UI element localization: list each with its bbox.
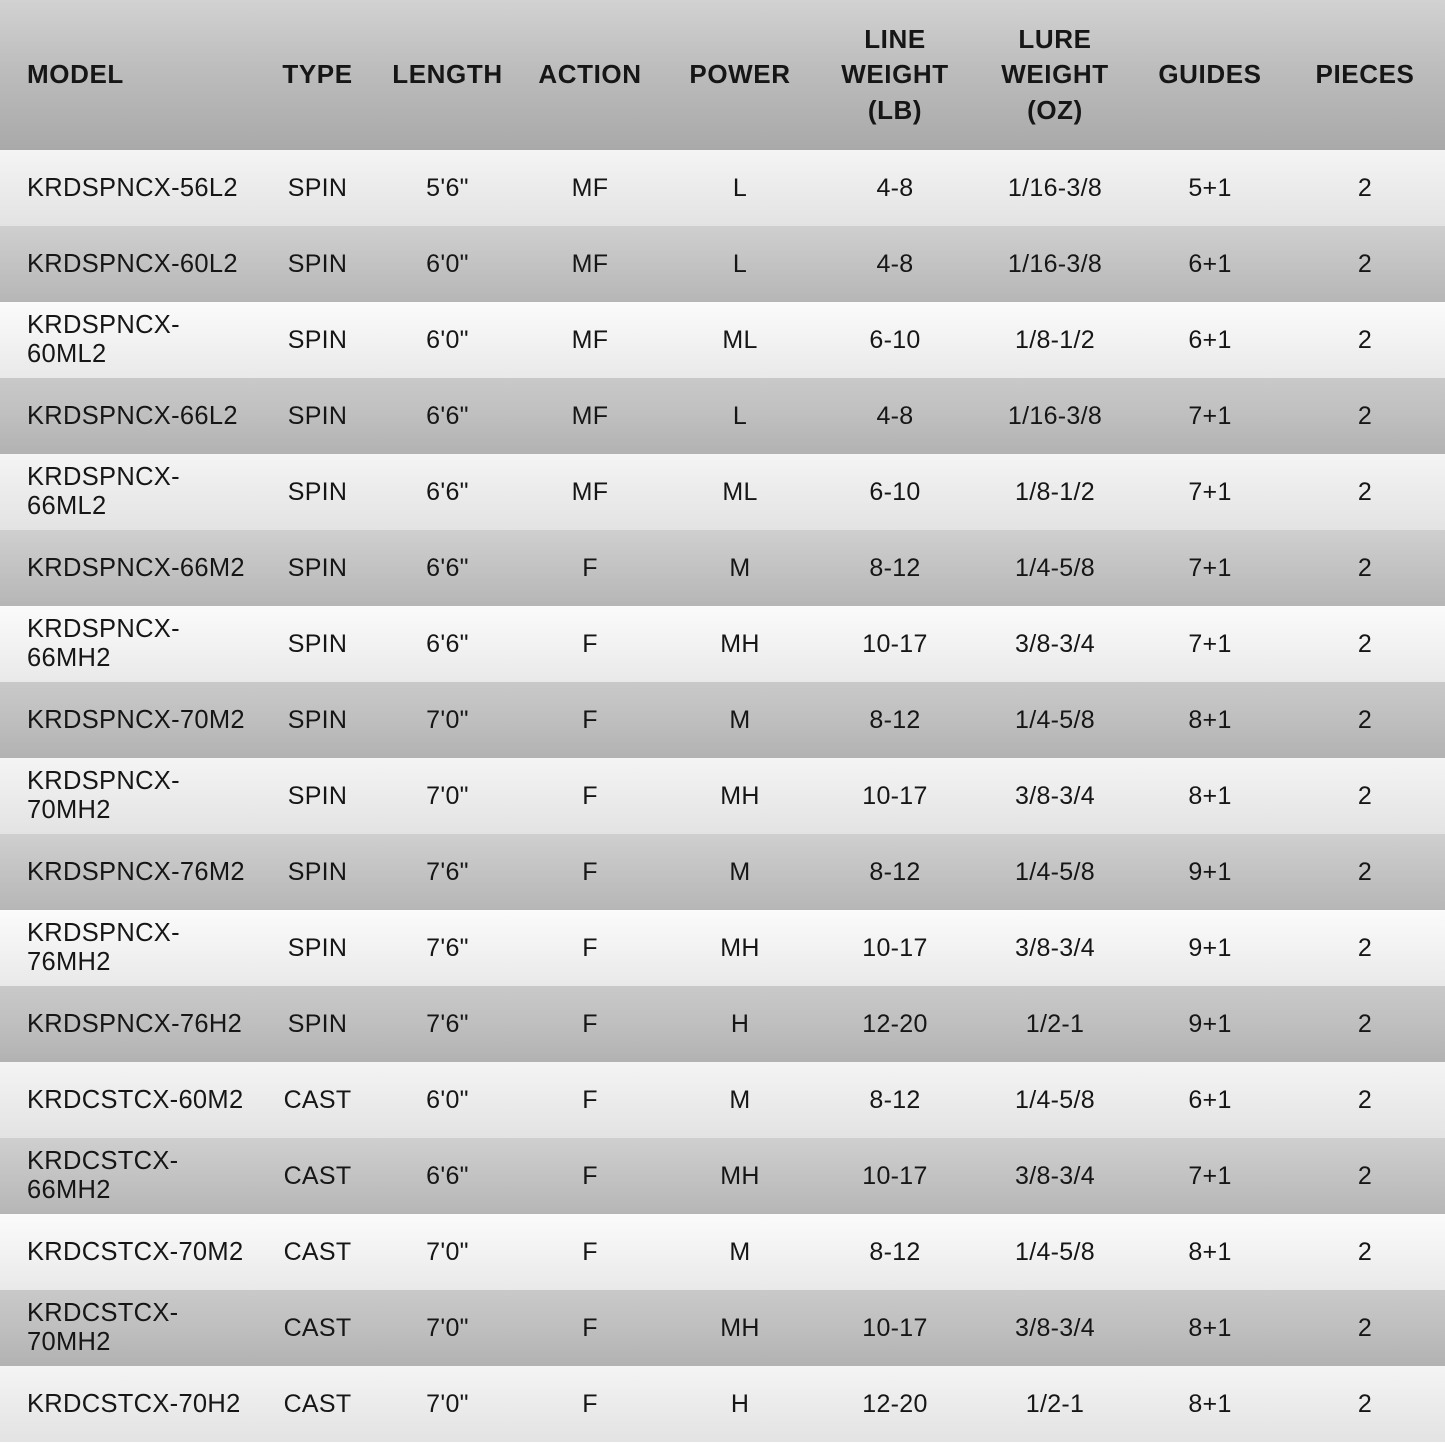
cell-model: KRDCSTCX-60M2 (27, 1085, 244, 1114)
cell-length: 6'6" (426, 553, 469, 582)
cell-line: 4-8 (876, 401, 914, 430)
cell-pieces: 2 (1357, 1085, 1373, 1114)
table-row (0, 378, 1445, 454)
table-row (0, 1062, 1445, 1138)
cell-power: M (729, 857, 751, 886)
cell-line: 8-12 (869, 857, 921, 886)
cell-line: 12-20 (862, 1389, 928, 1418)
cell-lure: 1/8-1/2 (1015, 325, 1095, 354)
cell-model: KRDSPNCX-76MH2 (27, 919, 180, 976)
cell-line: 10-17 (862, 629, 928, 658)
column-header-guides: GUIDES (1135, 0, 1285, 150)
cell-length: 7'0" (426, 781, 469, 810)
cell-type: CAST (283, 1389, 352, 1418)
cell-length: 6'6" (426, 477, 469, 506)
cell-action: F (582, 705, 598, 734)
cell-power: L (732, 401, 748, 430)
table-row (0, 530, 1445, 606)
cell-guides: 8+1 (1188, 1237, 1232, 1266)
table-row (0, 986, 1445, 1062)
cell-type: SPIN (287, 857, 348, 886)
cell-power: ML (722, 477, 758, 506)
cell-guides: 7+1 (1188, 1161, 1232, 1190)
cell-length: 6'0" (426, 325, 469, 354)
cell-pieces: 2 (1357, 553, 1373, 582)
cell-lure: 1/16-3/8 (1007, 249, 1103, 278)
cell-lure: 3/8-3/4 (1015, 629, 1095, 658)
table-row (0, 606, 1445, 682)
cell-action: MF (571, 249, 609, 278)
cell-type: CAST (283, 1085, 352, 1114)
table-body (0, 150, 1445, 1442)
cell-lure: 3/8-3/4 (1015, 781, 1095, 810)
table-row (0, 1366, 1445, 1442)
cell-length: 7'6" (426, 1009, 469, 1038)
cell-length: 6'6" (426, 629, 469, 658)
cell-lure: 3/8-3/4 (1015, 1161, 1095, 1190)
cell-type: SPIN (287, 477, 348, 506)
table-row (0, 910, 1445, 986)
cell-line: 6-10 (869, 477, 921, 506)
table-row (0, 150, 1445, 226)
cell-type: SPIN (287, 401, 348, 430)
cell-type: SPIN (287, 629, 348, 658)
column-header-type: TYPE (255, 0, 380, 150)
cell-action: F (582, 781, 598, 810)
column-header-power: POWER (665, 0, 815, 150)
cell-model: KRDSPNCX-66L2 (27, 401, 238, 430)
cell-power: H (730, 1389, 750, 1418)
cell-model: KRDSPNCX-76H2 (27, 1009, 243, 1038)
cell-type: SPIN (287, 933, 348, 962)
cell-power: M (729, 705, 751, 734)
cell-power: M (729, 1237, 751, 1266)
cell-model: KRDCSTCX-66MH2 (27, 1147, 179, 1204)
cell-action: MF (571, 401, 609, 430)
cell-length: 5'6" (426, 173, 469, 202)
table-header (0, 0, 1445, 150)
cell-action: F (582, 1389, 598, 1418)
cell-pieces: 2 (1357, 1237, 1373, 1266)
column-header-action: ACTION (515, 0, 665, 150)
cell-type: SPIN (287, 325, 348, 354)
cell-guides: 5+1 (1188, 173, 1232, 202)
cell-power: ML (722, 325, 758, 354)
cell-line: 8-12 (869, 553, 921, 582)
cell-pieces: 2 (1357, 1389, 1373, 1418)
cell-line: 10-17 (862, 1161, 928, 1190)
cell-guides: 8+1 (1188, 1313, 1232, 1342)
cell-lure: 1/4-5/8 (1015, 857, 1095, 886)
cell-guides: 6+1 (1188, 249, 1232, 278)
table-row (0, 302, 1445, 378)
cell-pieces: 2 (1357, 933, 1373, 962)
cell-model: KRDSPNCX-66ML2 (27, 463, 180, 520)
cell-length: 7'0" (426, 1313, 469, 1342)
cell-line: 6-10 (869, 325, 921, 354)
cell-pieces: 2 (1357, 1161, 1373, 1190)
cell-model: KRDSPNCX-66M2 (27, 553, 245, 582)
cell-length: 6'6" (426, 1161, 469, 1190)
table-row (0, 226, 1445, 302)
cell-pieces: 2 (1357, 249, 1373, 278)
cell-power: MH (720, 933, 760, 962)
cell-line: 10-17 (862, 1313, 928, 1342)
cell-model: KRDCSTCX-70MH2 (27, 1299, 179, 1356)
cell-lure: 1/16-3/8 (1007, 173, 1103, 202)
cell-length: 6'6" (426, 401, 469, 430)
cell-guides: 7+1 (1188, 629, 1232, 658)
cell-line: 8-12 (869, 1085, 921, 1114)
cell-action: F (582, 933, 598, 962)
cell-guides: 7+1 (1188, 401, 1232, 430)
cell-action: F (582, 1237, 598, 1266)
cell-guides: 9+1 (1188, 1009, 1232, 1038)
table-row (0, 1138, 1445, 1214)
cell-pieces: 2 (1357, 857, 1373, 886)
cell-guides: 9+1 (1188, 857, 1232, 886)
column-header-pieces: PIECES (1285, 0, 1445, 150)
cell-type: SPIN (287, 249, 348, 278)
cell-model: KRDSPNCX-66MH2 (27, 615, 180, 672)
cell-length: 6'0" (426, 249, 469, 278)
cell-line: 12-20 (862, 1009, 928, 1038)
table-row (0, 758, 1445, 834)
cell-guides: 8+1 (1188, 705, 1232, 734)
cell-action: F (582, 553, 598, 582)
cell-power: M (729, 553, 751, 582)
cell-pieces: 2 (1357, 173, 1373, 202)
cell-action: F (582, 1313, 598, 1342)
table-row (0, 834, 1445, 910)
cell-type: SPIN (287, 173, 348, 202)
cell-length: 6'0" (426, 1085, 469, 1114)
cell-action: MF (571, 173, 609, 202)
cell-model: KRDCSTCX-70H2 (27, 1389, 241, 1418)
table-row (0, 1290, 1445, 1366)
table-row (0, 1214, 1445, 1290)
cell-lure: 1/2-1 (1025, 1009, 1085, 1038)
cell-type: CAST (283, 1161, 352, 1190)
cell-line: 8-12 (869, 705, 921, 734)
cell-pieces: 2 (1357, 477, 1373, 506)
cell-action: MF (571, 477, 609, 506)
cell-power: MH (720, 781, 760, 810)
cell-guides: 7+1 (1188, 553, 1232, 582)
cell-lure: 1/2-1 (1025, 1389, 1085, 1418)
column-header-line-weight: LINE WEIGHT (LB) (815, 0, 975, 150)
cell-model: KRDSPNCX-70M2 (27, 705, 245, 734)
cell-lure: 3/8-3/4 (1015, 933, 1095, 962)
cell-lure: 1/4-5/8 (1015, 553, 1095, 582)
cell-action: F (582, 1009, 598, 1038)
cell-power: MH (720, 1313, 760, 1342)
cell-lure: 1/4-5/8 (1015, 705, 1095, 734)
cell-model: KRDSPNCX-76M2 (27, 857, 245, 886)
cell-pieces: 2 (1357, 401, 1373, 430)
cell-power: MH (720, 629, 760, 658)
cell-line: 4-8 (876, 173, 914, 202)
cell-line: 10-17 (862, 933, 928, 962)
cell-length: 7'6" (426, 857, 469, 886)
header-row (0, 0, 1445, 150)
cell-model: KRDSPNCX-60L2 (27, 249, 238, 278)
cell-model: KRDSPNCX-60ML2 (27, 311, 180, 368)
cell-line: 8-12 (869, 1237, 921, 1266)
cell-model: KRDSPNCX-56L2 (27, 173, 238, 202)
cell-length: 7'6" (426, 933, 469, 962)
cell-guides: 8+1 (1188, 1389, 1232, 1418)
cell-pieces: 2 (1357, 629, 1373, 658)
cell-type: SPIN (287, 781, 348, 810)
cell-length: 7'0" (426, 705, 469, 734)
cell-action: F (582, 1085, 598, 1114)
cell-action: F (582, 1161, 598, 1190)
cell-pieces: 2 (1357, 325, 1373, 354)
cell-guides: 6+1 (1188, 325, 1232, 354)
cell-lure: 3/8-3/4 (1015, 1313, 1095, 1342)
cell-action: MF (571, 325, 609, 354)
cell-line: 10-17 (862, 781, 928, 810)
cell-lure: 1/8-1/2 (1015, 477, 1095, 506)
cell-model: KRDSPNCX-70MH2 (27, 767, 180, 824)
cell-action: F (582, 629, 598, 658)
cell-lure: 1/4-5/8 (1015, 1085, 1095, 1114)
cell-type: CAST (283, 1237, 352, 1266)
cell-pieces: 2 (1357, 705, 1373, 734)
cell-lure: 1/4-5/8 (1015, 1237, 1095, 1266)
cell-line: 4-8 (876, 249, 914, 278)
cell-power: L (732, 249, 748, 278)
cell-guides: 9+1 (1188, 933, 1232, 962)
cell-type: CAST (283, 1313, 352, 1342)
cell-pieces: 2 (1357, 1009, 1373, 1038)
cell-guides: 6+1 (1188, 1085, 1232, 1114)
cell-power: M (729, 1085, 751, 1114)
cell-model: KRDCSTCX-70M2 (27, 1237, 244, 1266)
table-row (0, 454, 1445, 530)
cell-power: MH (720, 1161, 760, 1190)
cell-length: 7'0" (426, 1237, 469, 1266)
cell-length: 7'0" (426, 1389, 469, 1418)
cell-guides: 7+1 (1188, 477, 1232, 506)
cell-pieces: 2 (1357, 781, 1373, 810)
cell-power: L (732, 173, 748, 202)
cell-power: H (730, 1009, 750, 1038)
table-row (0, 682, 1445, 758)
cell-lure: 1/16-3/8 (1007, 401, 1103, 430)
cell-action: F (582, 857, 598, 886)
cell-type: SPIN (287, 1009, 348, 1038)
column-header-model: MODEL (0, 0, 255, 150)
cell-type: SPIN (287, 553, 348, 582)
cell-type: SPIN (287, 705, 348, 734)
cell-guides: 8+1 (1188, 781, 1232, 810)
column-header-length: LENGTH (380, 0, 515, 150)
cell-pieces: 2 (1357, 1313, 1373, 1342)
column-header-lure-weight: LURE WEIGHT (OZ) (975, 0, 1135, 150)
